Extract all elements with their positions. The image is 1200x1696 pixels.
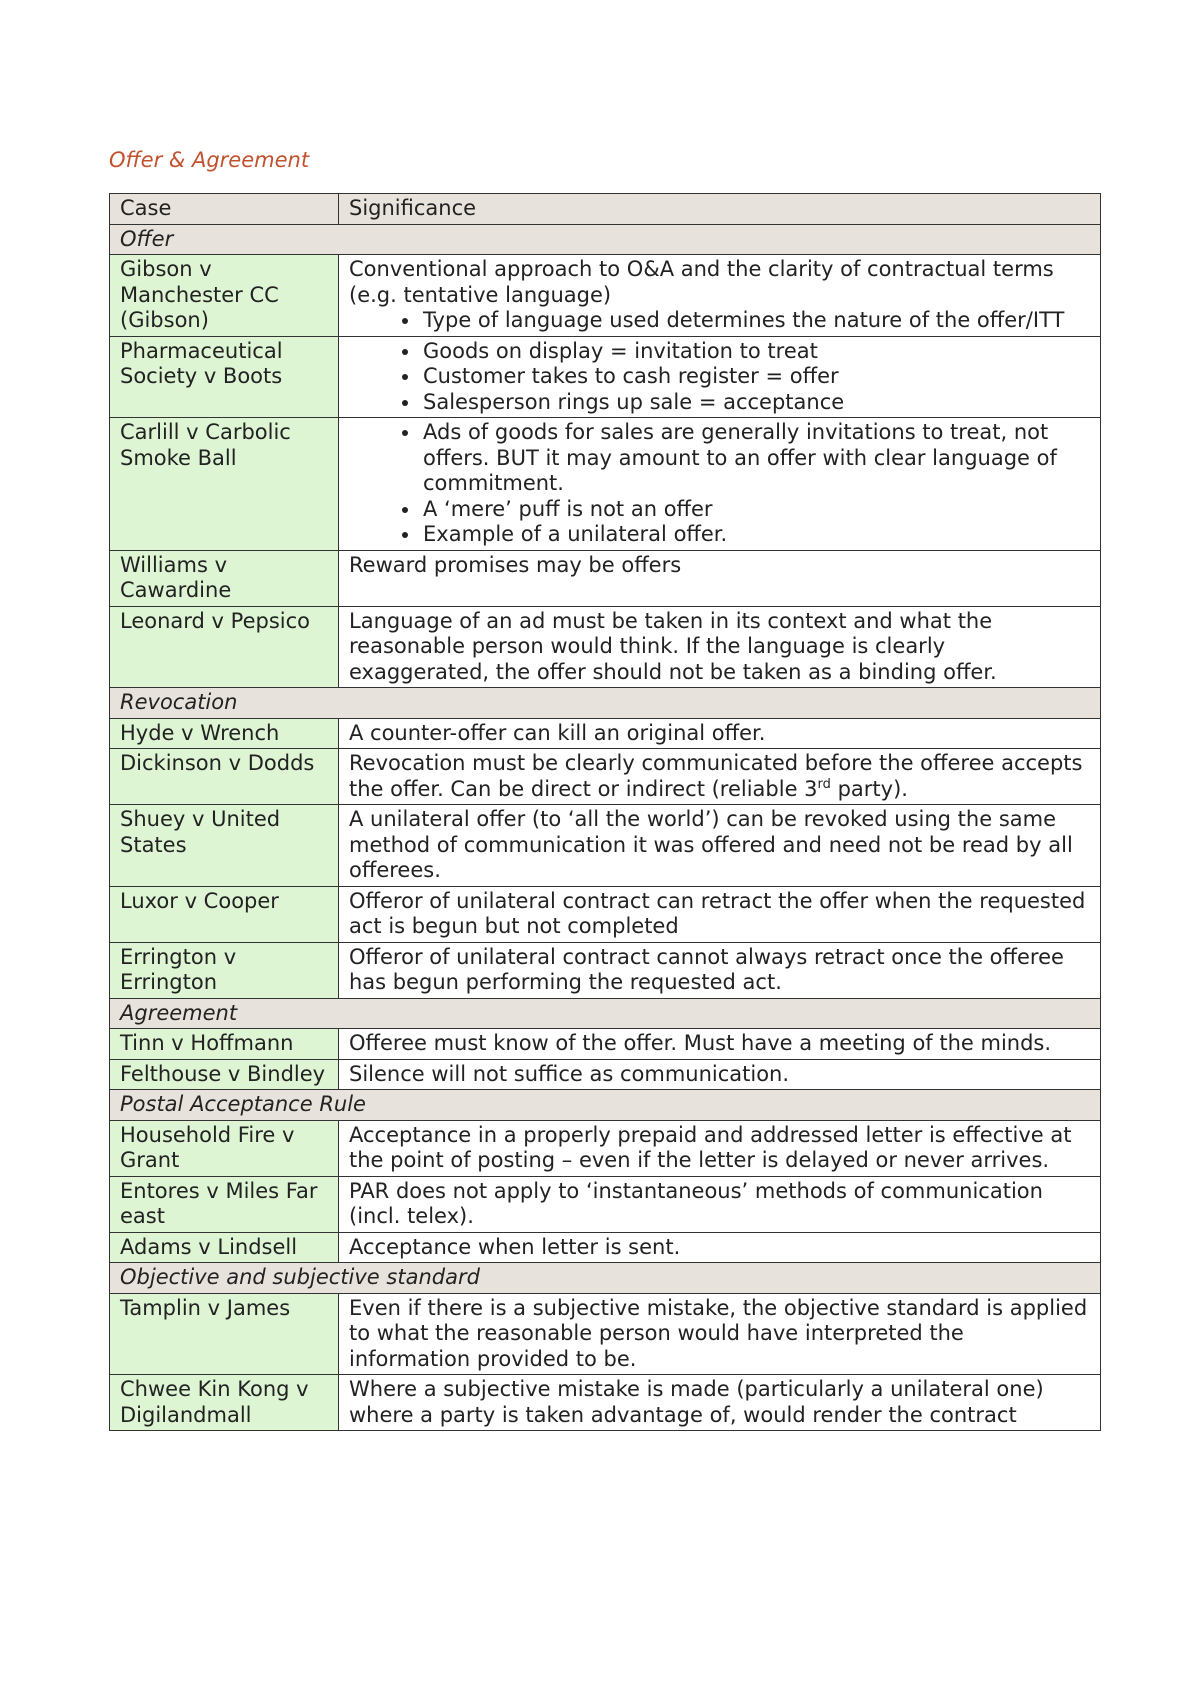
bullet-item: • Salesperson rings up sale = acceptance [421,390,1091,416]
significance-text: Offeree must know of the offer. Must have a meeting of the minds. [349,1031,1052,1055]
bullet-item: • Customer takes to cash register = offer [421,364,1091,390]
significance-cell [339,1375,1101,1431]
significance-text: Where a subjective mistake is made (particularly a unilateral one) where a party is taken advantage of, would render the contract [349,1377,1044,1427]
case-name-cell: Tinn v Hoffmann [110,1029,339,1060]
significance-text: Reward promises may be offers [349,552,682,577]
case-name-cell: Chwee Kin Kong v Digilandmall [110,1375,339,1431]
significance-cell [339,1232,1101,1263]
significance-text: Even if there is a subjective mistake, the objective standard is applied to what the reasonable person would have interpreted the information provided to be. [349,1295,1088,1371]
significance-cell [339,1176,1101,1232]
table-row [110,606,1101,688]
section-title: Agreement [110,998,1101,1029]
table-row [110,1176,1101,1232]
section-title: Postal Acceptance Rule [110,1090,1101,1121]
bullet-item: • Type of language used determines the nature of the offer/ITT [421,308,1091,334]
case-name-cell: Shuey v United States [110,805,339,887]
significance-cell [339,1120,1101,1176]
section-row [110,688,1101,719]
document-title: Offer & Agreement [109,148,310,172]
significance-text: A unilateral offer (to ‘all the world’) can be revoked using the same method of communication it was offered and need not be read by all offerees. [349,807,1073,882]
table-row [110,1293,1101,1375]
case-name-cell: Adams v Lindsell [110,1232,339,1263]
section-title: Offer [110,224,1101,255]
case-name-cell: Gibson v Manchester CC (Gibson) [110,255,339,337]
bullet-list [349,308,1091,334]
table-row [110,1120,1101,1176]
table-row [110,718,1101,749]
significance-text-cont: party). [830,776,908,801]
significance-text: Silence will not suffice as communication. [349,1061,790,1086]
table-row [110,886,1101,942]
column-header-case: Case [110,194,339,225]
table-row [110,1059,1101,1090]
table-row [110,1232,1101,1263]
case-name-cell: Carlill v Carbolic Smoke Ball [110,418,339,551]
bullet-list [349,420,1091,548]
bullet-item: • Ads of goods for sales are generally invitations to treat, not offers. BUT it may amount to an offer with clear language of commitment. [421,420,1091,497]
significance-cell [339,942,1101,998]
section-row [110,1090,1101,1121]
significance-cell [339,336,1101,418]
case-name-cell: Luxor v Cooper [110,886,339,942]
section-row [110,1263,1101,1294]
case-name-cell: Errington v Errington [110,942,339,998]
significance-text: Language of an ad must be taken in its context and what the reasonable person would think. If the language is clearly exaggerated, the offer should not be taken as a binding offer. [349,608,997,684]
case-name-cell: Entores v Miles Far east [110,1176,339,1232]
bullet-item: • Example of a unilateral offer. [421,522,1091,548]
section-row [110,998,1101,1029]
section-row [110,224,1101,255]
case-name-cell: Tamplin v James [110,1293,339,1375]
table-body [110,224,1101,1431]
significance-cell [339,606,1101,688]
bullet-list [349,339,1091,416]
case-name-cell: Pharmaceutical Society v Boots [110,336,339,418]
case-name-cell: Williams v Cawardine [110,550,339,606]
table-row [110,749,1101,805]
significance-cell [339,1029,1101,1060]
case-name-cell: Felthouse v Bindley [110,1059,339,1090]
significance-text: Offeror of unilateral contract cannot always retract once the offeree has begun performing the requested act. [349,944,1064,994]
table-row [110,418,1101,551]
section-title: Objective and subjective standard [110,1263,1101,1294]
bullet-item: • A ‘mere’ puff is not an offer [421,497,1091,523]
significance-text: Revocation must be clearly communicated before the offeree accepts the offer. Can be direct or indirect (reliable 3 [349,751,1083,801]
bullet-item: • Goods on display = invitation to treat [421,339,1091,365]
significance-cell [339,1293,1101,1375]
significance-cell [339,1059,1101,1090]
significance-text: Offeror of unilateral contract can retract the offer when the requested act is begun but not completed [349,888,1086,938]
case-name-cell: Dickinson v Dodds [110,749,339,805]
column-header-significance: Significance [339,194,1101,225]
case-name-cell: Hyde v Wrench [110,718,339,749]
table-row [110,550,1101,606]
significance-text: PAR does not apply to ‘instantaneous’ methods of communication (incl. telex). [349,1178,1043,1228]
superscript-text: rd [817,776,831,792]
case-table [109,193,1101,1431]
table-header-row [110,194,1101,225]
section-title: Revocation [110,688,1101,719]
significance-cell [339,550,1101,606]
case-name-cell: Household Fire v Grant [110,1120,339,1176]
case-name-cell: Leonard v Pepsico [110,606,339,688]
table-row [110,255,1101,337]
table-row [110,1375,1101,1431]
table-row [110,942,1101,998]
table-row [110,805,1101,887]
significance-cell [339,418,1101,551]
table-row [110,336,1101,418]
significance-cell [339,805,1101,887]
significance-text: Acceptance in a properly prepaid and addressed letter is effective at the point of posting – even if the letter is delayed or never arrives. [349,1122,1072,1172]
significance-cell [339,749,1101,805]
significance-cell [339,255,1101,337]
significance-cell [339,718,1101,749]
significance-text: A counter-offer can kill an original offer. [349,720,766,745]
significance-cell [339,886,1101,942]
table-row [110,1029,1101,1060]
significance-text: Conventional approach to O&A and the clarity of contractual terms (e.g. tentative language) [349,257,1054,307]
significance-text: Acceptance when letter is sent. [349,1234,681,1259]
